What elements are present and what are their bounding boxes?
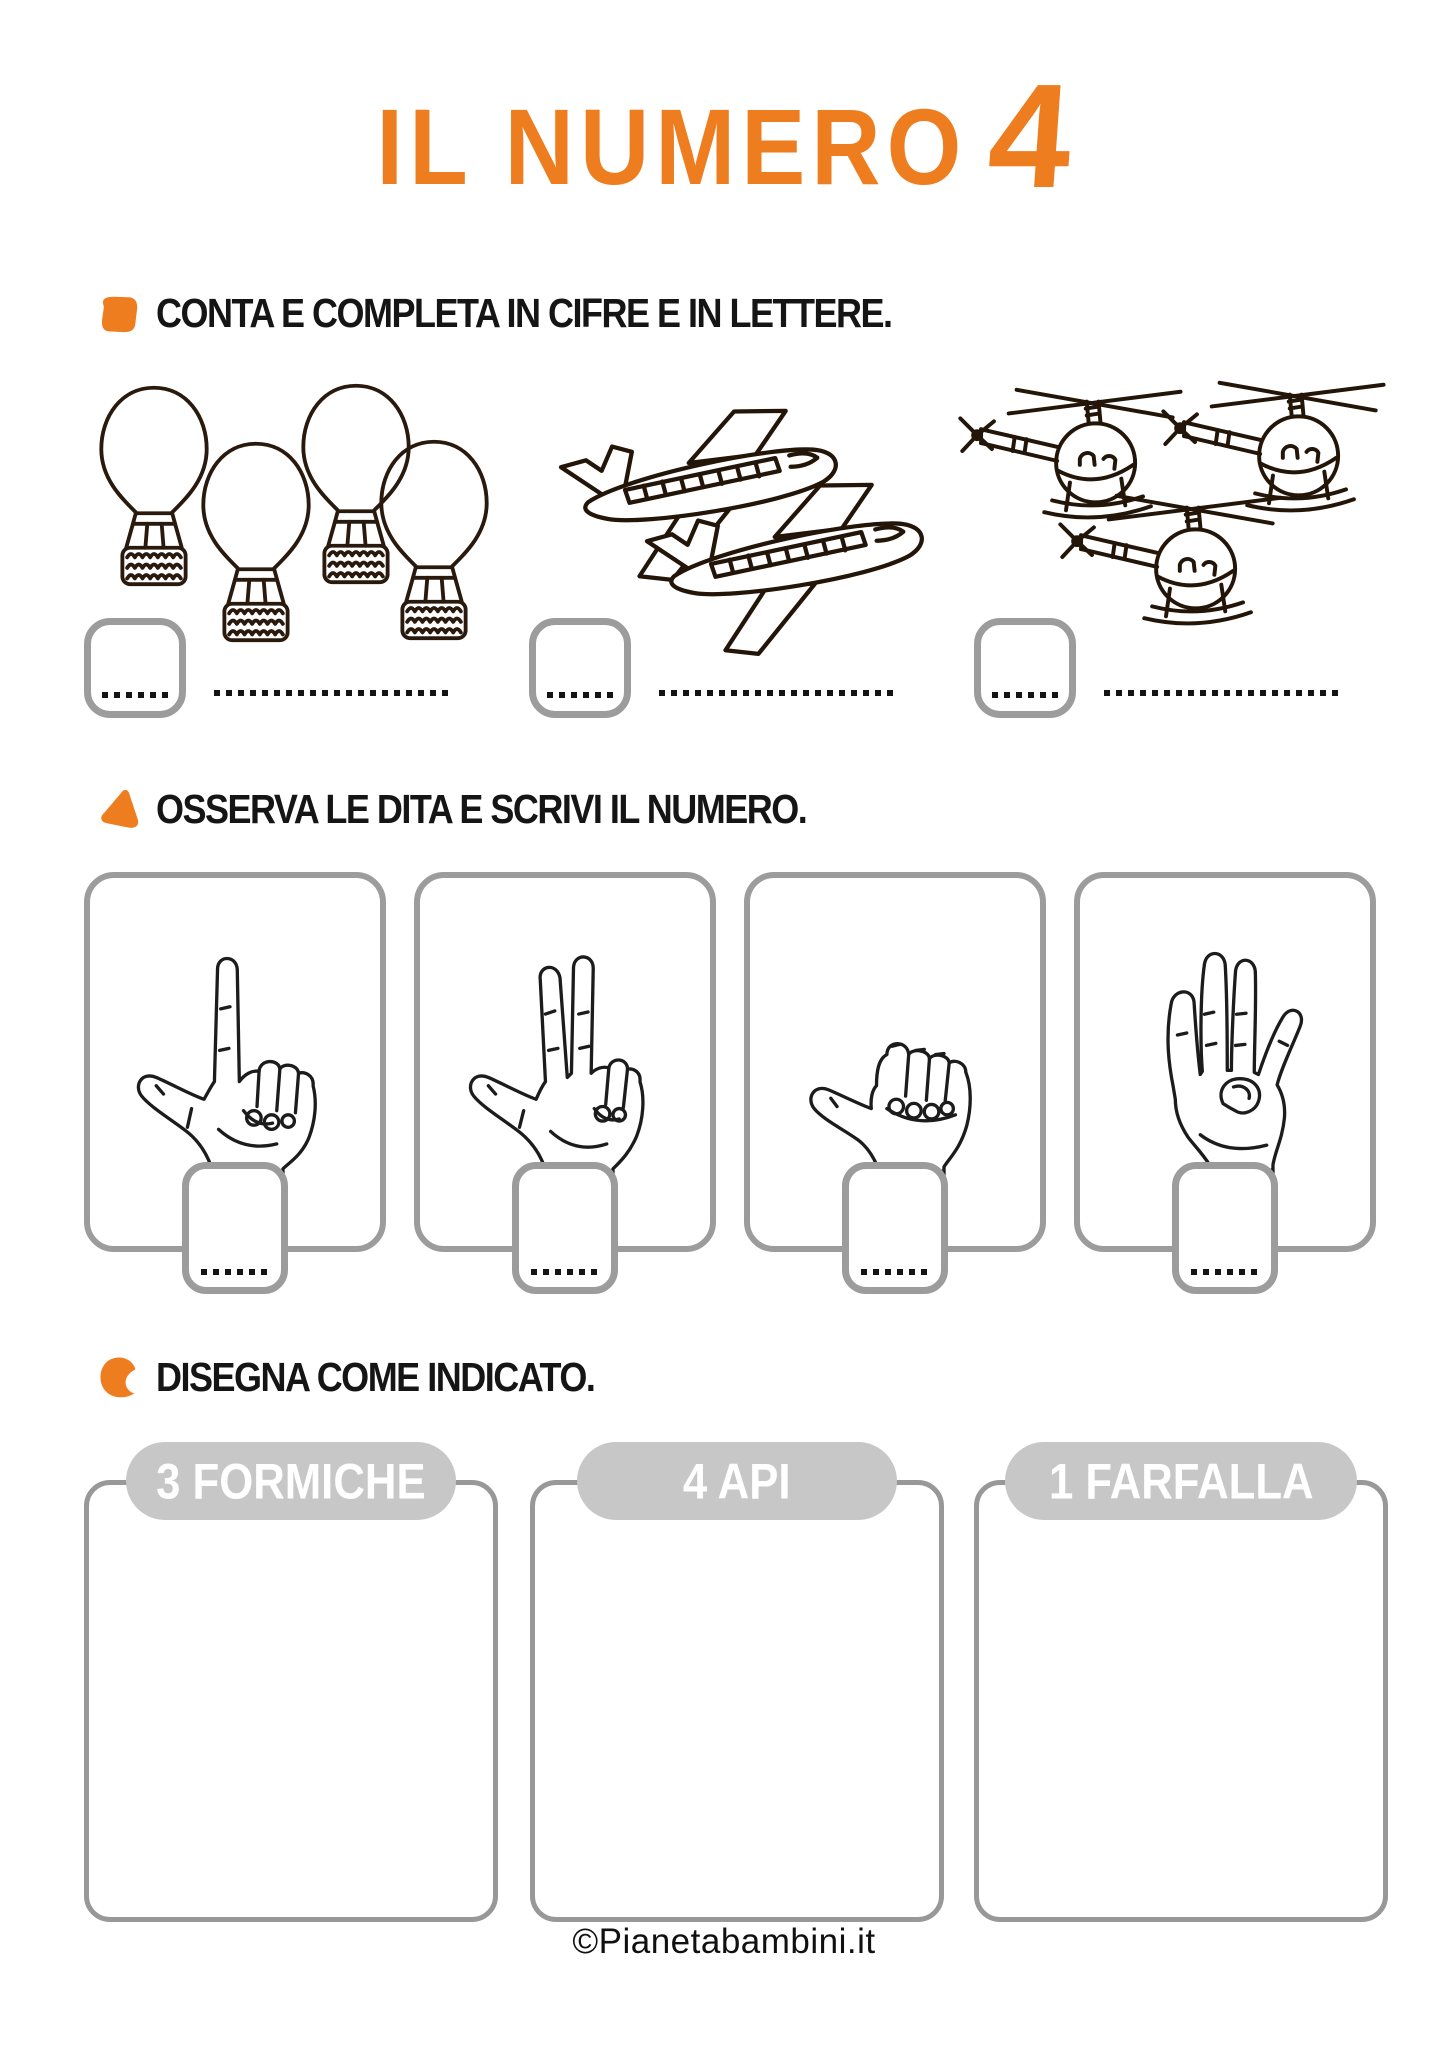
number-answer-box <box>842 1162 948 1294</box>
digit-answer-box <box>974 618 1076 718</box>
section-1-heading: CONTA E COMPLETA IN CIFRE E IN LETTERE. <box>156 290 892 336</box>
number-answer-box <box>182 1162 288 1294</box>
drawing-box-farfalla <box>974 1480 1388 1922</box>
word-answer-field <box>1104 690 1344 696</box>
section-2-heading: OSSERVA LE DITA E SCRIVI IL NUMERO. <box>156 786 807 832</box>
orange-blob-bean-icon <box>96 1354 142 1400</box>
airplane-drawing <box>610 446 970 674</box>
word-answer-field <box>214 690 454 696</box>
section-3-heading: DISEGNA COME INDICATO. <box>156 1354 595 1400</box>
digit-answer-box <box>529 618 631 718</box>
number-answer-box <box>512 1162 618 1294</box>
orange-blob-square-icon <box>96 292 142 338</box>
drawing-box-label-pill <box>577 1442 897 1520</box>
number-answer-field <box>861 1269 929 1275</box>
drawing-box-api <box>530 1480 944 1922</box>
digit-answer-field <box>992 692 1058 698</box>
drawing-box-label: 4 API <box>683 1452 791 1510</box>
drawing-box-label-pill <box>126 1442 456 1520</box>
hot-air-balloon-drawing <box>366 436 502 642</box>
site-credit: ©Pianetabambini.it <box>572 1922 876 1961</box>
digit-answer-field <box>102 692 168 698</box>
drawing-box-formiche <box>84 1480 498 1922</box>
number-answer-field <box>1191 1269 1259 1275</box>
number-answer-field <box>531 1269 599 1275</box>
drawing-box-label-pill <box>1005 1442 1357 1520</box>
digit-answer-box <box>84 618 186 718</box>
page-title-number: 4 <box>983 54 1078 219</box>
word-answer-field <box>659 690 899 696</box>
number-answer-field <box>201 1269 269 1275</box>
drawing-box-label: 3 FORMICHE <box>156 1452 426 1510</box>
digit-answer-field <box>547 692 613 698</box>
page-title <box>0 54 1448 219</box>
drawing-box-label: 1 FARFALLA <box>1048 1452 1314 1510</box>
page-title-text: IL NUMERO <box>376 87 968 208</box>
orange-blob-triangle-icon <box>96 786 142 832</box>
helicopter-drawing <box>1045 478 1287 636</box>
number-answer-box <box>1172 1162 1278 1294</box>
